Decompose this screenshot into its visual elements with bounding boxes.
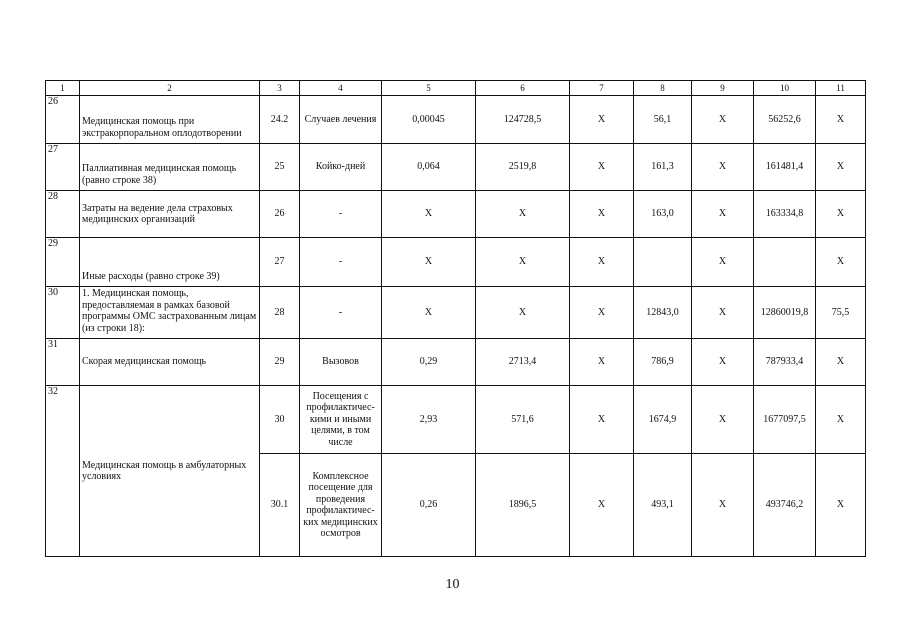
row-name: Скорая медицинская помощь bbox=[80, 339, 260, 386]
cell-col9: X bbox=[692, 454, 754, 557]
row-name: Медицинская помощь в амбулаторных условиях bbox=[80, 386, 260, 557]
cell-col11: X bbox=[816, 96, 866, 144]
header-cell: 3 bbox=[260, 81, 300, 96]
cell-col8: 161,3 bbox=[634, 144, 692, 191]
table-row bbox=[46, 96, 866, 144]
cell-col6: 2519,8 bbox=[476, 144, 570, 191]
cell-col11: X bbox=[816, 191, 866, 238]
row-code: 27 bbox=[260, 238, 300, 287]
row-code: 30 bbox=[260, 386, 300, 454]
row-unit: Случаев лечения bbox=[300, 96, 382, 144]
cell-col5: 0,064 bbox=[382, 144, 476, 191]
row-number: 27 bbox=[46, 144, 80, 191]
cell-col10: 493746,2 bbox=[754, 454, 816, 557]
cell-col8: 1674,9 bbox=[634, 386, 692, 454]
row-number: 32 bbox=[46, 386, 80, 557]
cell-col10: 161481,4 bbox=[754, 144, 816, 191]
cell-col10 bbox=[754, 238, 816, 287]
page-number: 10 bbox=[445, 577, 460, 592]
cell-col11: X bbox=[816, 238, 866, 287]
row-unit: Койко-дней bbox=[300, 144, 382, 191]
row-code: 28 bbox=[260, 287, 300, 339]
cell-col7: X bbox=[570, 191, 634, 238]
row-number: 26 bbox=[46, 96, 80, 144]
cell-col6: X bbox=[476, 238, 570, 287]
cell-col6: 1896,5 bbox=[476, 454, 570, 557]
cell-col5: 0,00045 bbox=[382, 96, 476, 144]
header-cell: 2 bbox=[80, 81, 260, 96]
cell-col7: X bbox=[570, 287, 634, 339]
cell-col6: 124728,5 bbox=[476, 96, 570, 144]
cell-col8: 56,1 bbox=[634, 96, 692, 144]
cell-col5: X bbox=[382, 238, 476, 287]
row-code: 26 bbox=[260, 191, 300, 238]
table-row bbox=[46, 191, 866, 238]
cell-col10: 12860019,8 bbox=[754, 287, 816, 339]
row-name: Иные расходы (равно строке 39) bbox=[80, 238, 260, 287]
header-cell: 6 bbox=[476, 81, 570, 96]
cell-col5: X bbox=[382, 287, 476, 339]
cell-col9: X bbox=[692, 339, 754, 386]
cell-col7: X bbox=[570, 454, 634, 557]
cell-col8: 786,9 bbox=[634, 339, 692, 386]
cell-col6: X bbox=[476, 287, 570, 339]
cell-col6: X bbox=[476, 191, 570, 238]
row-number: 28 bbox=[46, 191, 80, 238]
header-cell: 7 bbox=[570, 81, 634, 96]
header-cell: 10 bbox=[754, 81, 816, 96]
cell-col5: X bbox=[382, 191, 476, 238]
cell-col9: X bbox=[692, 238, 754, 287]
row-name: 1. Медицинская помощь, предоставляемая в рамках базовой программы ОМС застрахованным лицам (из строки 18): bbox=[80, 287, 260, 339]
row-unit: Вызовов bbox=[300, 339, 382, 386]
cell-col10: 56252,6 bbox=[754, 96, 816, 144]
table-row bbox=[46, 386, 866, 454]
cell-col7: X bbox=[570, 386, 634, 454]
data-table bbox=[45, 80, 866, 557]
row-number: 29 bbox=[46, 238, 80, 287]
cell-col6: 2713,4 bbox=[476, 339, 570, 386]
cell-col5: 0,26 bbox=[382, 454, 476, 557]
cell-col9: X bbox=[692, 191, 754, 238]
cell-col11: X bbox=[816, 144, 866, 191]
table-row bbox=[46, 287, 866, 339]
cell-col8: 12843,0 bbox=[634, 287, 692, 339]
cell-col9: X bbox=[692, 287, 754, 339]
table-row bbox=[46, 339, 866, 386]
row-unit: - bbox=[300, 238, 382, 287]
row-code: 30.1 bbox=[260, 454, 300, 557]
header-cell: 11 bbox=[816, 81, 866, 96]
cell-col8: 163,0 bbox=[634, 191, 692, 238]
row-unit: - bbox=[300, 191, 382, 238]
cell-col10: 787933,4 bbox=[754, 339, 816, 386]
row-unit: Комплексное посещение для проведения профилактичес-ких медицинских осмотров bbox=[300, 454, 382, 557]
row-code: 29 bbox=[260, 339, 300, 386]
row-code: 24.2 bbox=[260, 96, 300, 144]
cell-col6: 571,6 bbox=[476, 386, 570, 454]
row-unit: Посещения с профилактичес-кими и иными целями, в том числе bbox=[300, 386, 382, 454]
header-cell: 8 bbox=[634, 81, 692, 96]
row-unit: - bbox=[300, 287, 382, 339]
row-name: Затраты на ведение дела страховых медицинских организаций bbox=[80, 191, 260, 238]
cell-col8: 493,1 bbox=[634, 454, 692, 557]
row-number: 31 bbox=[46, 339, 80, 386]
row-number: 30 bbox=[46, 287, 80, 339]
header-cell: 9 bbox=[692, 81, 754, 96]
cell-col9: X bbox=[692, 96, 754, 144]
cell-col11: 75,5 bbox=[816, 287, 866, 339]
cell-col10: 1677097,5 bbox=[754, 386, 816, 454]
table-row bbox=[46, 238, 866, 287]
cell-col11: X bbox=[816, 454, 866, 557]
cell-col9: X bbox=[692, 144, 754, 191]
row-code: 25 bbox=[260, 144, 300, 191]
header-cell: 4 bbox=[300, 81, 382, 96]
row-name: Паллиативная медицинская помощь (равно строке 38) bbox=[80, 144, 260, 191]
cell-col7: X bbox=[570, 238, 634, 287]
cell-col7: X bbox=[570, 144, 634, 191]
cell-col5: 2,93 bbox=[382, 386, 476, 454]
header-row bbox=[46, 81, 866, 96]
cell-col5: 0,29 bbox=[382, 339, 476, 386]
cell-col7: X bbox=[570, 339, 634, 386]
header-cell: 5 bbox=[382, 81, 476, 96]
cell-col11: X bbox=[816, 339, 866, 386]
header-cell: 1 bbox=[46, 81, 80, 96]
cell-col9: X bbox=[692, 386, 754, 454]
cell-col11: X bbox=[816, 386, 866, 454]
cell-col7: X bbox=[570, 96, 634, 144]
table-row bbox=[46, 144, 866, 191]
cell-col8 bbox=[634, 238, 692, 287]
row-name: Медицинская помощь при экстракорпоральном оплодотворении bbox=[80, 96, 260, 144]
cell-col10: 163334,8 bbox=[754, 191, 816, 238]
